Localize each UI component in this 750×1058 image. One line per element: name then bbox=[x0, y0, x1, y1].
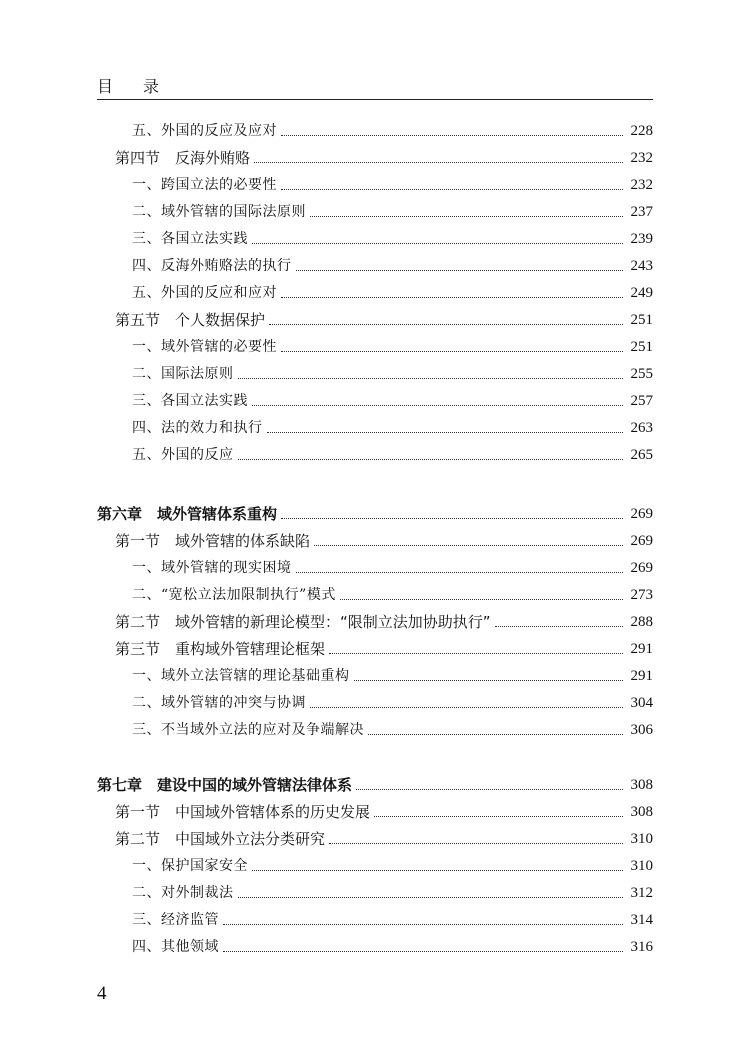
dot-leader bbox=[269, 324, 623, 325]
toc-entry-label: 三、经济监管 bbox=[132, 912, 219, 928]
dot-leader bbox=[310, 707, 623, 708]
toc-entry[interactable] bbox=[132, 119, 653, 143]
dot-leader bbox=[281, 135, 623, 136]
toc-entry-page: 310 bbox=[630, 831, 653, 847]
toc-entry-page: 232 bbox=[630, 177, 653, 193]
toc-entry-label: 四、其他领域 bbox=[132, 939, 219, 955]
toc-entry-label: 第一节 中国域外管辖体系的历史发展 bbox=[115, 803, 371, 821]
toc-entry-label: 第一节 域外管辖的体系缺陷 bbox=[115, 532, 311, 550]
toc-chapter-entry[interactable] bbox=[97, 773, 653, 797]
toc-entry-label: 五、外国的反应和应对 bbox=[132, 285, 277, 301]
dot-leader bbox=[238, 897, 624, 898]
toc-entry-label: 一、域外立法管辖的理论基础重构 bbox=[132, 668, 350, 684]
toc-entry-page: 228 bbox=[630, 123, 653, 139]
toc-entry-label: 四、反海外贿赂法的执行 bbox=[132, 258, 292, 274]
toc-entry-page: 291 bbox=[630, 668, 653, 684]
toc-entry-page: 314 bbox=[630, 912, 653, 928]
toc-entry-page: 255 bbox=[630, 366, 653, 382]
toc-entry[interactable] bbox=[132, 443, 653, 467]
toc-entry-label: 第六章 域外管辖体系重构 bbox=[97, 505, 278, 523]
toc-entry[interactable] bbox=[132, 227, 653, 251]
toc-entry-label: 五、外国的反应 bbox=[132, 447, 234, 463]
toc-entry-page: 269 bbox=[630, 533, 653, 549]
toc-entry[interactable] bbox=[132, 335, 653, 359]
toc-entry-page: 308 bbox=[630, 804, 653, 820]
toc-entry[interactable] bbox=[132, 389, 653, 413]
dot-leader bbox=[281, 518, 623, 519]
toc-entry[interactable] bbox=[132, 416, 653, 440]
header-rule bbox=[97, 99, 653, 100]
dot-leader bbox=[281, 189, 623, 190]
toc-entry-label: 二、域外管辖的国际法原则 bbox=[132, 204, 306, 220]
toc-entry[interactable] bbox=[115, 308, 653, 332]
dot-leader bbox=[238, 459, 624, 460]
dot-leader bbox=[310, 216, 623, 217]
toc-entry[interactable] bbox=[132, 718, 653, 742]
toc-entry-page: 269 bbox=[630, 560, 653, 576]
toc-entry[interactable] bbox=[115, 800, 653, 824]
dot-leader bbox=[374, 816, 623, 817]
toc-entry-label: 二、域外管辖的冲突与协调 bbox=[132, 695, 306, 711]
dot-leader bbox=[252, 870, 623, 871]
toc-entry-label: 一、域外管辖的现实困境 bbox=[132, 560, 292, 576]
toc-entry-label: 一、域外管辖的必要性 bbox=[132, 339, 277, 355]
toc-entry[interactable] bbox=[132, 691, 653, 715]
toc-entry-page: 316 bbox=[630, 939, 653, 955]
toc-entry[interactable] bbox=[115, 827, 653, 851]
toc-entry-page: 306 bbox=[630, 722, 653, 738]
toc-entry-label: 一、跨国立法的必要性 bbox=[132, 177, 277, 193]
toc-entry[interactable] bbox=[115, 529, 653, 553]
toc-entry[interactable] bbox=[132, 362, 653, 386]
toc-entry-page: 232 bbox=[630, 150, 653, 166]
toc-entry[interactable] bbox=[132, 281, 653, 305]
toc-entry-page: 265 bbox=[630, 447, 653, 463]
toc-entry-label: 第五节 个人数据保护 bbox=[115, 311, 266, 329]
dot-leader bbox=[252, 405, 623, 406]
toc-chapter-entry[interactable] bbox=[97, 502, 653, 526]
dot-leader bbox=[296, 572, 624, 573]
toc-entry-label: 四、法的效力和执行 bbox=[132, 420, 263, 436]
toc-entry-label: 二、国际法原则 bbox=[132, 366, 234, 382]
toc-entry-label: 一、保护国家安全 bbox=[132, 858, 248, 874]
dot-leader bbox=[340, 599, 623, 600]
toc-entry-label: 五、外国的反应及应对 bbox=[132, 123, 277, 139]
toc-entry-page: 243 bbox=[630, 258, 653, 274]
toc-entry[interactable] bbox=[132, 200, 653, 224]
toc-entry-page: 291 bbox=[630, 641, 653, 657]
toc-entry-page: 249 bbox=[630, 285, 653, 301]
dot-leader bbox=[354, 680, 624, 681]
dot-leader bbox=[254, 162, 623, 163]
toc-entry-label: 三、不当域外立法的应对及争端解决 bbox=[132, 722, 364, 738]
toc-entry-label: 二、对外制裁法 bbox=[132, 885, 234, 901]
dot-leader bbox=[252, 243, 623, 244]
toc-entry-label: 第四节 反海外贿赂 bbox=[115, 149, 251, 167]
dot-leader bbox=[238, 378, 624, 379]
toc-entry-page: 251 bbox=[630, 312, 653, 328]
toc-entry[interactable] bbox=[115, 146, 653, 170]
toc-entry[interactable] bbox=[132, 173, 653, 197]
dot-leader bbox=[495, 626, 623, 627]
toc-entry-label: 第二节 中国域外立法分类研究 bbox=[115, 830, 326, 848]
toc-entry-page: 288 bbox=[630, 614, 653, 630]
toc-entry-label: 第三节 重构域外管辖理论框架 bbox=[115, 640, 326, 658]
dot-leader bbox=[267, 432, 624, 433]
toc-entry-page: 308 bbox=[630, 777, 653, 793]
toc-entry-page: 269 bbox=[630, 506, 653, 522]
toc-entry[interactable] bbox=[132, 664, 653, 688]
toc-entry-page: 310 bbox=[630, 858, 653, 874]
dot-leader bbox=[281, 297, 623, 298]
toc-entry[interactable] bbox=[132, 881, 653, 905]
toc-entry[interactable] bbox=[132, 908, 653, 932]
toc-entry-page: 239 bbox=[630, 231, 653, 247]
dot-leader bbox=[356, 789, 623, 790]
dot-leader bbox=[314, 545, 623, 546]
toc-entry[interactable] bbox=[115, 637, 653, 661]
dot-leader bbox=[329, 653, 623, 654]
page-number: 4 bbox=[97, 983, 107, 1004]
dot-leader bbox=[296, 270, 624, 271]
toc-entry-page: 237 bbox=[630, 204, 653, 220]
toc-entry[interactable] bbox=[132, 583, 653, 607]
dot-leader bbox=[281, 351, 623, 352]
toc-entry-page: 304 bbox=[630, 695, 653, 711]
dot-leader bbox=[223, 924, 623, 925]
toc-entry[interactable] bbox=[115, 610, 653, 634]
toc-entry-label: 三、各国立法实践 bbox=[132, 393, 248, 409]
toc-entry-label: 二、“宽松立法加限制执行”模式 bbox=[132, 587, 336, 603]
toc-entry-label: 第七章 建设中国的域外管辖法律体系 bbox=[97, 776, 353, 794]
toc-entry[interactable] bbox=[132, 935, 653, 959]
toc-entry-page: 312 bbox=[630, 885, 653, 901]
dot-leader bbox=[223, 951, 623, 952]
dot-leader bbox=[329, 843, 623, 844]
toc-entry-page: 273 bbox=[630, 587, 653, 603]
toc-entry[interactable] bbox=[132, 556, 653, 580]
toc-entry-page: 251 bbox=[630, 339, 653, 355]
toc-entry[interactable] bbox=[132, 254, 653, 278]
toc-entry-page: 263 bbox=[630, 420, 653, 436]
dot-leader bbox=[368, 734, 623, 735]
toc-entry-label: 三、各国立法实践 bbox=[132, 231, 248, 247]
toc-entry[interactable] bbox=[132, 854, 653, 878]
toc-entry-page: 257 bbox=[630, 393, 653, 409]
running-header: 目录 bbox=[97, 77, 190, 96]
toc-entry-label: 第二节 域外管辖的新理论模型：“限制立法加协助执行” bbox=[115, 613, 491, 631]
